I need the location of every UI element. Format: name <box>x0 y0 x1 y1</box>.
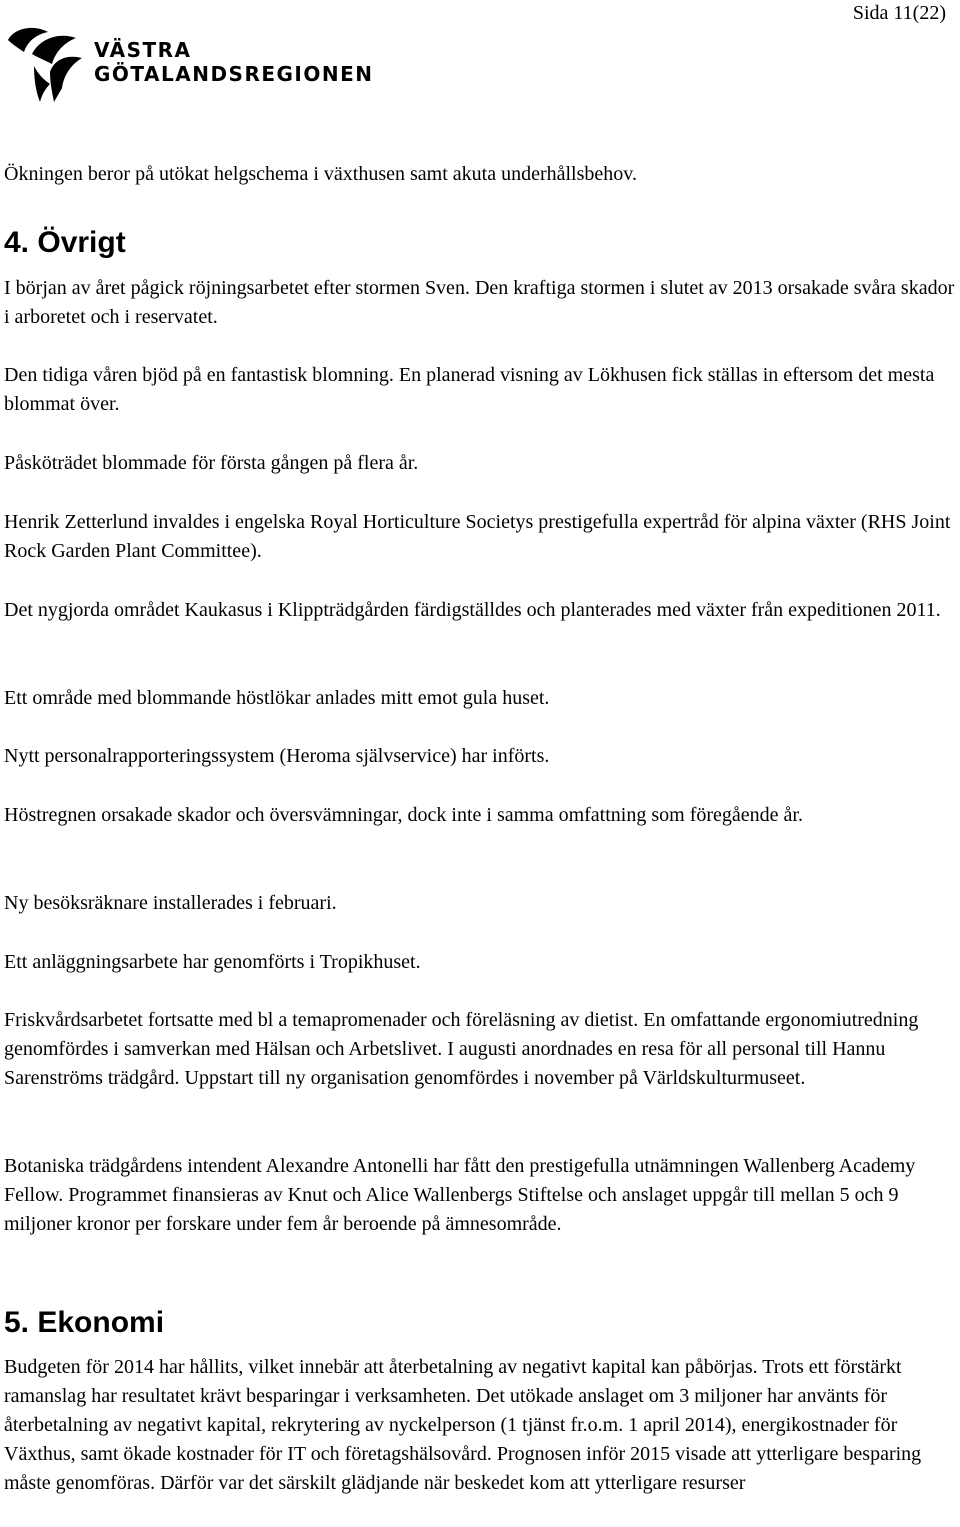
section-4-paragraph: Botaniska trädgårdens intendent Alexandre Antonelli har fått den prestigefulla utnämningen Wallenberg Academy Fellow. Programmet finansieras av Knut och Alice Wallenbergs Stiftelse och anslaget uppgår till mellan 5 och 9 miljoner kronor per forskare under fem år beroende på ämnesområde. <box>4 1155 916 1235</box>
section-4-paragraph: Nytt personalrapporteringssystem (Heroma självservice) har införts. <box>4 745 550 767</box>
section-4-paragraph: Påsköträdet blommade för första gången på flera år. <box>4 452 419 474</box>
section-4-paragraph: Henrik Zetterlund invaldes i engelska Royal Horticulture Societys prestigefulla expertråd för alpina växter (RHS Joint Rock Garden Plant Committee). <box>4 511 951 562</box>
section-4-paragraph: Höstregnen orsakade skador och översvämningar, dock inte i samma omfattning som föregående år. <box>4 804 803 826</box>
section-5-heading: 5. Ekonomi <box>4 1306 165 1339</box>
intro-paragraph: Ökningen beror på utökat helgschema i växthusen samt akuta underhållsbehov. <box>4 163 637 185</box>
vastra-gotalandsregionen-logo <box>4 22 384 106</box>
section-4-paragraph: I början av året pågick röjningsarbetet efter stormen Sven. Den kraftiga stormen i slutet av 2013 orsakade svåra skador i arboretet och i reservatet. <box>4 277 955 328</box>
section-4-heading: 4. Övrigt <box>4 226 126 259</box>
section-4-paragraph: Ny besöksräknare installerades i februari. <box>4 892 337 914</box>
section-5-paragraph: Budgeten för 2014 har hållits, vilket innebär att återbetalning av negativt kapital kan påbörjas. Trots ett förstärkt ramanslag har resultatet krävt besparingar i verksamheten. Det utökade anslaget om 3 miljoner har använts för återbetalning av negativt kapital, rekrytering av nyckelperson (1 tjänst fr.o.m. 1 april 2014), energikostnader för Växthus, samt ökade kostnader för IT och företagshälsovård. Prognosen inför 2015 visade att ytterligare besparing måste genomföras. Därför var det särskilt glädjande när beskedet kom att ytterligare resurser <box>4 1356 922 1494</box>
logo-mark-icon <box>4 22 94 106</box>
logo-text-line1: VÄSTRA <box>94 38 192 62</box>
section-4-paragraph: Friskvårdsarbetet fortsatte med bl a temapromenader och föreläsning av dietist. En omfattande ergonomiutredning genomfördes i samverkan med Hälsan och Arbetslivet. I augusti anordnades en resa för all personal till Hannu Sarenströms trädgård. Uppstart till ny organisation genomfördes i november på Världskulturmuseet. <box>4 1009 919 1089</box>
logo-text-line2: GÖTALANDSREGIONEN <box>94 62 374 86</box>
section-4-paragraph: Det nygjorda området Kaukasus i Klippträdgården färdigställdes och planterades med växter från expeditionen 2011. <box>4 599 941 621</box>
section-4-paragraph: Ett anläggningsarbete har genomförts i Tropikhuset. <box>4 951 421 973</box>
section-4-paragraph: Ett område med blommande höstlökar anlades mitt emot gula huset. <box>4 687 550 709</box>
section-4-paragraph: Den tidiga våren bjöd på en fantastisk blomning. En planerad visning av Lökhusen fick ställas in eftersom det mesta blommat över. <box>4 364 935 415</box>
page-number: Sida 11(22) <box>852 2 946 24</box>
